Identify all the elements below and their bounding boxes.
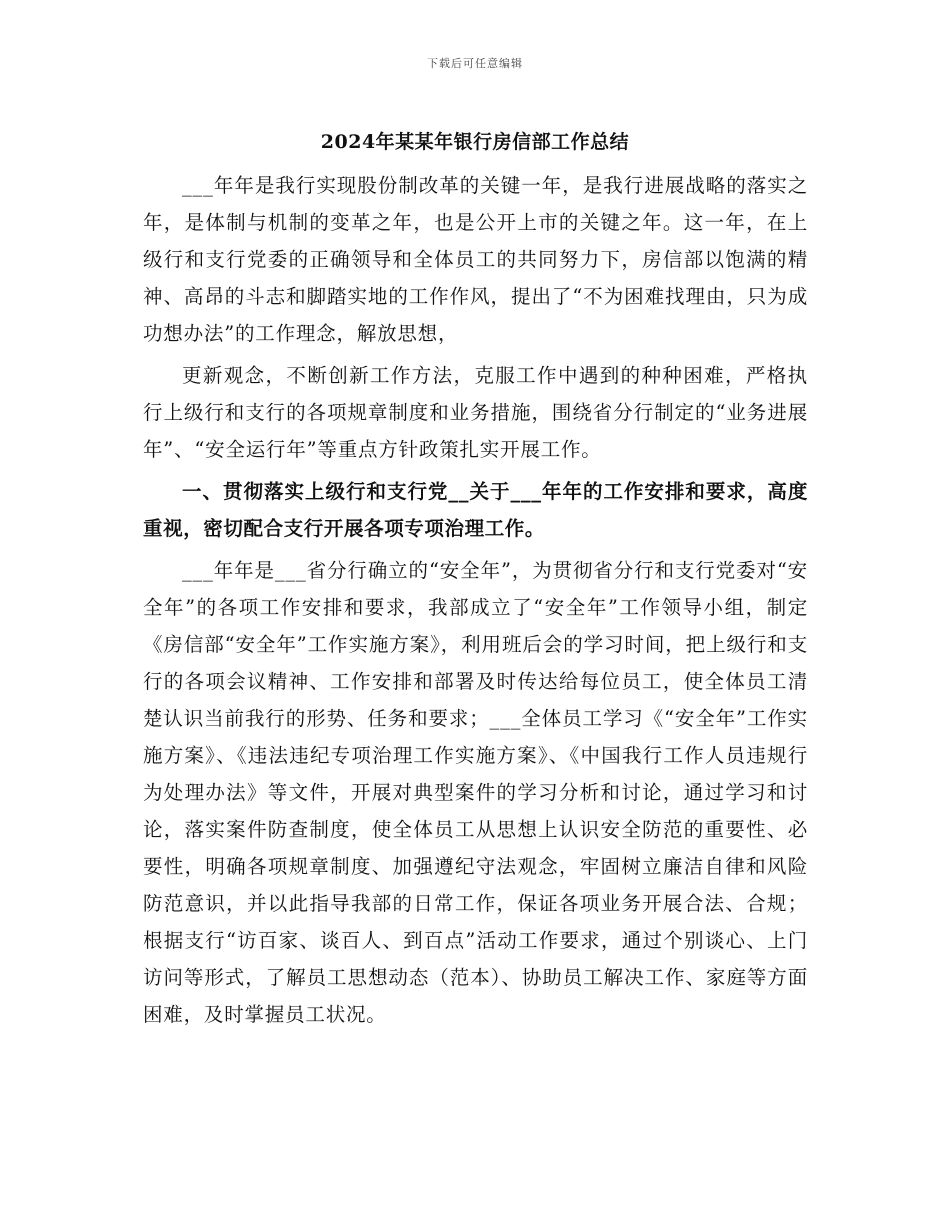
document-title: 2024年某某年银行房信部工作总结 bbox=[320, 131, 630, 153]
section-heading-1: 一、贯彻落实上级行和支行党__关于___年年的工作安排和要求，高度重视，密切配合支行开展各项专项治理工作。 bbox=[143, 480, 808, 540]
paragraph-intro: ___年年是我行实现股份制改革的关键一年，是我行进展战略的落实之年，是体制与机制的变革之年，也是公开上市的关键之年。这一年，在上级行和支行党委的正确领导和全体员工的共同努力下，房信部以饱满的精神、高昂的斗志和脚踏实地的工作作风，提出了“不为困难找理由，只为成功想办法”的工作理念，解放思想， bbox=[143, 174, 808, 345]
paragraph-safety-year: ___年年是___省分行确立的“安全年”，为贯彻省分行和支行党委对“安全年”的各项工作安排和要求，我部成立了“安全年”工作领导小组，制定《房信部“安全年”工作实施方案》，利用班后会的学习时间，把上级行和支行的各项会议精神、工作安排和部署及时传达给每位员工，使全体员工清楚认识当前我行的形势、任务和要求；___全体员工学习《“安全年”工作实施方案》、《违法违纪专项治理工作实施方案》、《中国我行工作人员违规行为处理办法》等文件，开展对典型案件的学习分析和讨论，通过学习和讨论，落实案件防查制度，使全体员工从思想上认识安全防范的重要性、必要性，明确各项规章制度、加强遵纪守法观念，牢固树立廉洁自律和风险防范意识，并以此指导我部的日常工作，保证各项业务开展合法、合规；根据支行“访百家、谈百人、到百点”活动工作要求，通过个别谈心、上门访问等形式，了解员工思想动态（范本）、协助员工解决工作、家庭等方面困难，及时掌握员工状况。 bbox=[143, 559, 808, 1026]
paragraph-continuation: 更新观念，不断创新工作方法，克服工作中遇到的种种困难，严格执行上级行和支行的各项规章制度和业务措施，围绕省分行制定的“业务进展年”、“安全运行年”等重点方针政策扎实开展工作。 bbox=[143, 364, 808, 461]
document-body bbox=[143, 167, 808, 1033]
header-note: 下载后可任意编辑 bbox=[427, 57, 523, 70]
